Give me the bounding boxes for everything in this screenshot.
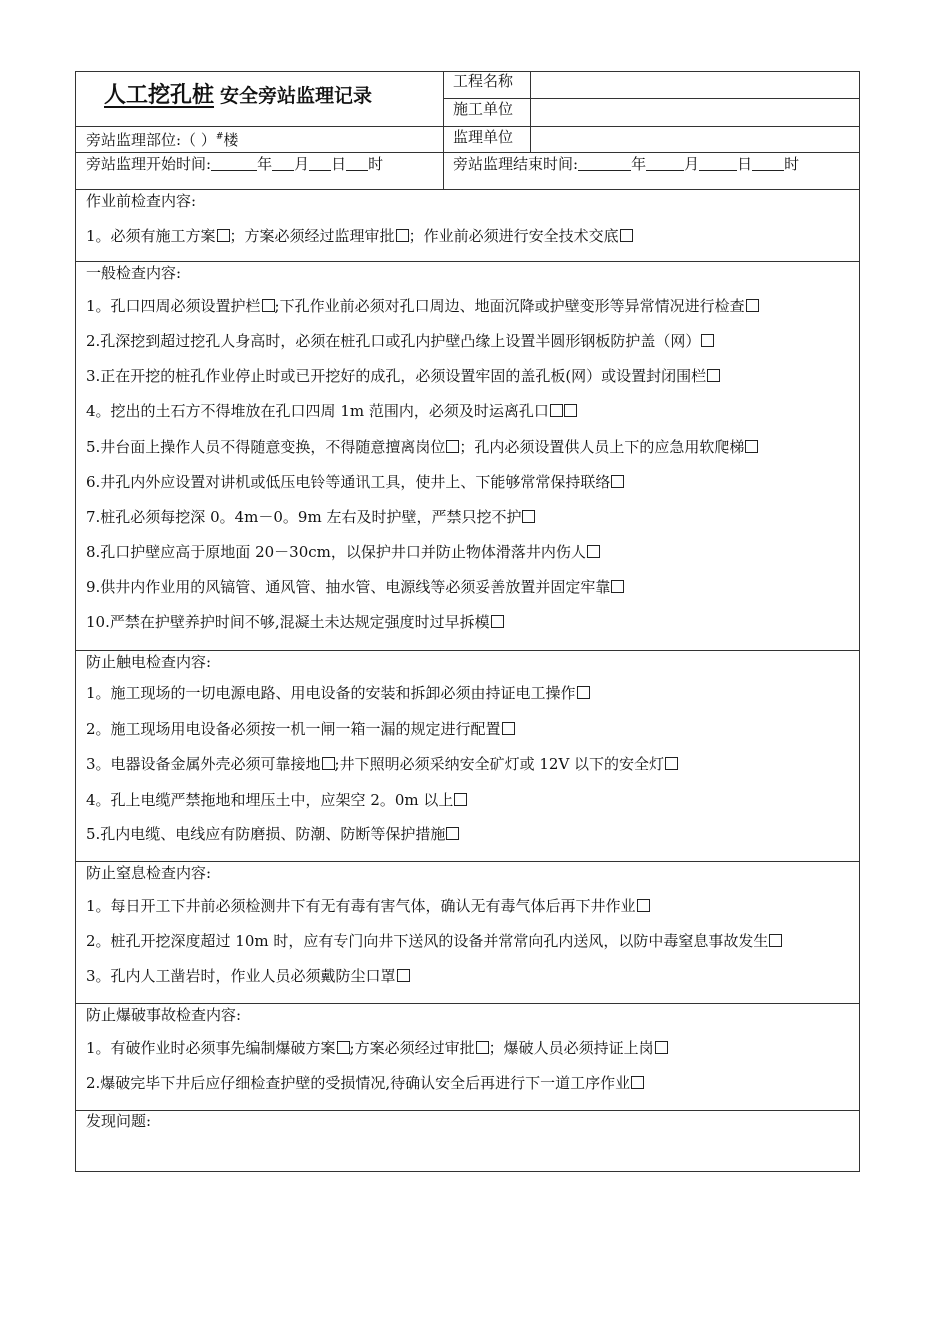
item-text: 5.孔内电缆、电线应有防磨损、防潮、防断等保护措施 (86, 825, 446, 843)
construction-unit-label: 施工单位 (453, 100, 514, 118)
item-text: 5.井台面上操作人员不得随意变换，不得随意擅离岗位 (86, 438, 446, 456)
item-text: 3。孔内人工凿岩时，作业人员必须戴防尘口罩 (86, 967, 396, 985)
checkbox[interactable] (502, 722, 515, 735)
list-item (86, 720, 515, 738)
list-item (86, 578, 624, 596)
supervision-unit-label: 监理单位 (453, 128, 514, 146)
list-item (86, 297, 759, 315)
item-text: 1。必须有施工方案 (86, 227, 216, 245)
checkbox[interactable] (620, 229, 633, 242)
item-text: 1。每日开工下井前必须检测井下有无有毒有害气体，确认无有毒气体后再下井作业 (86, 897, 636, 915)
checkbox[interactable] (446, 827, 459, 840)
checkbox[interactable] (746, 299, 759, 312)
issues-input-area[interactable] (86, 1134, 846, 1168)
divider (443, 72, 444, 189)
list-item (86, 367, 720, 385)
item-text: 3.正在开挖的桩孔作业停止时或已开挖好的成孔，必须设置牢固的盖孔板(网）或设置封闭围栏 (86, 367, 707, 385)
list-item (86, 1039, 668, 1057)
checkbox[interactable] (769, 934, 782, 947)
item-text: ；方案必须经过监理审批 (229, 227, 395, 245)
divider (76, 152, 860, 153)
list-item (86, 791, 467, 809)
location-mark: # (215, 132, 224, 142)
divider (530, 72, 531, 152)
item-text: 3。电器设备金属外壳必须可靠接地 (86, 755, 321, 773)
list-item (86, 402, 577, 420)
item-text: 2。施工现场用电设备必须按一机一闸一箱一漏的规定进行配置 (86, 720, 501, 738)
checkbox[interactable] (522, 510, 535, 523)
month-label: 月 (294, 155, 310, 173)
list-item (86, 825, 459, 843)
checkbox[interactable] (491, 615, 504, 628)
list-item (86, 1074, 644, 1092)
list-item (86, 684, 590, 702)
day-label: 日 (331, 155, 347, 173)
list-item (86, 932, 782, 950)
location-suffix: 楼 (223, 131, 239, 149)
list-item (86, 613, 504, 631)
divider (76, 861, 860, 862)
checkbox[interactable] (337, 1041, 350, 1054)
item-text: ;井下照明必须采纳安全矿灯或 12V 以下的安全灯 (334, 755, 665, 773)
checkbox[interactable] (476, 1041, 489, 1054)
day-label: 日 (737, 155, 753, 173)
year-label: 年 (257, 155, 273, 173)
year-label: 年 (631, 155, 647, 173)
section-title-blasting: 防止爆破事故检查内容: (86, 1006, 242, 1024)
checkbox[interactable] (577, 686, 590, 699)
location-label: 旁站监理部位:（ ） (86, 131, 216, 149)
checkbox[interactable] (631, 1076, 644, 1089)
checkbox[interactable] (564, 404, 577, 417)
list-item (86, 543, 600, 561)
item-text: 1。孔口四周必须设置护栏 (86, 297, 261, 315)
supervision-record-form (75, 71, 860, 1172)
divider (76, 650, 860, 651)
divider (76, 189, 860, 190)
item-text: ；作业前必须进行安全技术交底 (408, 227, 619, 245)
divider (76, 1110, 860, 1111)
hour-label: 时 (784, 155, 800, 173)
checkbox[interactable] (396, 229, 409, 242)
checkbox[interactable] (454, 793, 467, 806)
divider (76, 1003, 860, 1004)
checkbox[interactable] (397, 969, 410, 982)
divider (76, 126, 860, 127)
section-title-suffocation: 防止窒息检查内容: (86, 864, 212, 882)
start-time-field (86, 155, 383, 173)
item-text: ;下孔作业前必须对孔口周边、地面沉降或护壁变形等异常情况进行检查 (274, 297, 745, 315)
item-text: 2。桩孔开挖深度超过 10m 时，应有专门向井下送风的设备并常常向孔内送风，以防中毒窒息事故发生 (86, 932, 769, 950)
item-text: 7.桩孔必须每挖深 0。4m－0。9m 左右及时护壁，严禁只挖不护 (86, 508, 522, 526)
item-text: 4。孔上电缆严禁拖地和埋压土中，应架空 2。0m 以上 (86, 791, 454, 809)
list-item (86, 332, 714, 350)
list-item (86, 227, 633, 245)
checkbox[interactable] (611, 475, 624, 488)
checkbox[interactable] (217, 229, 230, 242)
list-item (86, 438, 758, 456)
section-title-electric: 防止触电检查内容: (86, 653, 212, 671)
item-text: 2.孔深挖到超过挖孔人身高时，必须在桩孔口或孔内护壁凸缘上设置半圆形钢板防护盖（网） (86, 332, 701, 350)
item-text: ；爆破人员必须持证上岗 (488, 1039, 654, 1057)
section-title-pre-work: 作业前检查内容: (86, 192, 197, 210)
item-text: ;方案必须经过审批 (349, 1039, 475, 1057)
item-text: 9.供井内作业用的风镐管、通风管、抽水管、电源线等必须妥善放置并固定牢靠 (86, 578, 611, 596)
item-text: 2.爆破完毕下井后应仔细检查护壁的受损情况,待确认安全后再进行下一道工序作业 (86, 1074, 631, 1092)
checkbox[interactable] (745, 440, 758, 453)
hour-label: 时 (368, 155, 384, 173)
checkbox[interactable] (446, 440, 459, 453)
checkbox[interactable] (262, 299, 275, 312)
checkbox[interactable] (611, 580, 624, 593)
divider (76, 261, 860, 262)
end-time-field (453, 155, 799, 173)
divider (443, 98, 860, 99)
title-main: 人工挖孔桩 (104, 82, 215, 108)
list-item (86, 897, 650, 915)
checkbox[interactable] (655, 1041, 668, 1054)
item-text: 10.严禁在护壁养护时间不够,混凝土未达规定强度时过早拆模 (86, 613, 490, 631)
item-text: 6.井孔内外应设置对讲机或低压电铃等通讯工具，使井上、下能够常常保持联络 (86, 473, 611, 491)
location-field (86, 128, 238, 149)
end-time-label: 旁站监理结束时间: (453, 155, 579, 173)
checkbox[interactable] (665, 757, 678, 770)
item-text: 4。挖出的土石方不得堆放在孔口四周 1m 范围内，必须及时运离孔口 (86, 402, 549, 420)
item-text: 1。有破作业时必须事先编制爆破方案 (86, 1039, 336, 1057)
form-title (104, 78, 372, 109)
list-item (86, 755, 678, 773)
checkbox[interactable] (707, 369, 720, 382)
start-time-label: 旁站监理开始时间: (86, 155, 212, 173)
checkbox[interactable] (587, 545, 600, 558)
list-item (86, 967, 410, 985)
title-sub: 安全旁站监理记录 (220, 85, 373, 107)
month-label: 月 (684, 155, 700, 173)
checkbox[interactable] (322, 757, 335, 770)
item-text: ；孔内必须设置供人员上下的应急用软爬梯 (459, 438, 745, 456)
section-title-issues: 发现问题: (86, 1112, 152, 1130)
checkbox[interactable] (550, 404, 563, 417)
list-item (86, 508, 535, 526)
checkbox[interactable] (701, 334, 714, 347)
item-text: 1。施工现场的一切电源电路、用电设备的安装和拆卸必须由持证电工操作 (86, 684, 576, 702)
project-name-label: 工程名称 (453, 72, 514, 90)
checkbox[interactable] (637, 899, 650, 912)
list-item (86, 473, 624, 491)
section-title-general: 一般检查内容: (86, 264, 182, 282)
item-text: 8.孔口护壁应高于原地面 20－30cm，以保护井口并防止物体滑落井内伤人 (86, 543, 586, 561)
